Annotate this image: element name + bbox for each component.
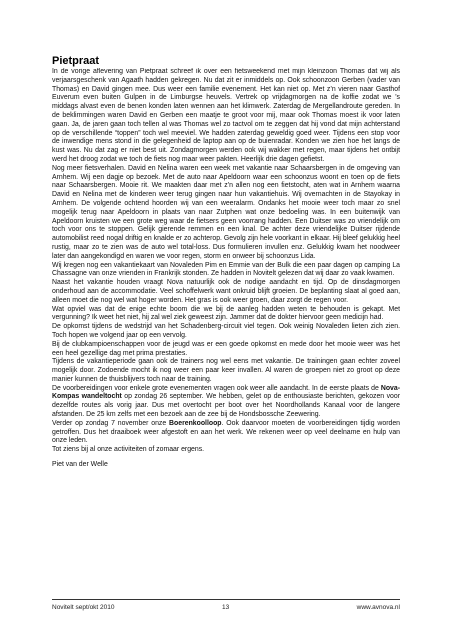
paragraph: Wat opviel was dat de enige echte boom die we bij de aanleg hadden weten te behouden is gekapt. Met vergunning? Ik weet het niet, hij zal wel ziek geweest zijn. Jammer dat de dokter hiervoor geen medicijn had. (52, 305, 400, 322)
footer-website: www.avnova.nl (356, 604, 400, 611)
paragraph: Wij kregen nog een vakantiekaart van Novaleden Pim en Emmie van der Bulk die een paar dagen op camping La Chassagne van onze vrienden in Frankrijk stonden. Ze hadden in Novitelt gelezen dat wij daar zo vaak kwamen. (52, 261, 400, 278)
paragraph: Bij de clubkampioenschappen voor de jeugd was er een goede opkomst en mede door het mooie weer was het een heel gezellige dag met prima prestaties. (52, 340, 400, 357)
paragraph: De opkomst tijdens de wedstrijd van het Schadenberg-circuit viel tegen. Ook weinig Novaleden lieten zich zien. Toch hopen we volgend jaar op een vervolg. (52, 323, 400, 339)
signature: Piet van der Welle (52, 461, 108, 469)
paragraph: Verder op zondag 7 november onze Boerenkoolloop. Ook daarvoor moeten de voorbereidingen tijdig worden getroffen. Dus het draaiboek weer afgestoft en aan het werk. We rekenen weer op veel deelname en hulp van onze leden. (52, 419, 400, 445)
paragraph: De voorbereidingen voor enkele grote evenementen vragen ook weer alle aandacht. In de eerste plaats de Nova-Kompas wandeltocht op zondag 26 september. We hebben, gelet op de enthousiaste berichten, gekozen voor dezelfde routes als vorig jaar. Dus met overtocht per boot over het Noordhollands Kanaal voor de langere afstanden. De 25 km zelfs met een bezoek aan de zee bij de Hondsbossche Zeewering. (52, 384, 400, 419)
article-body (52, 68, 400, 598)
bold-text: Nova-Kompas wandeltocht (52, 384, 400, 401)
page-title: Pietpraat (52, 55, 100, 67)
paragraph: In de vorige aflevering van Pietpraat schreef ik over een fietsweekend met mijn kleinzoon Thomas dat wij als verjaarsgeschenk van Agaath hadden gekregen. Nu dat zit er inmiddels op. Ook schoonzoon Gerben (vader van Thomas) en David gingen mee. Dus weer een familie evenement. Het kan niet op. Met z’n vieren naar Gasthof Euverum even buiten Gulpen in de Limburgse heuvels. Vertrek op vrijdagmorgen na de koffie zodat we ’s middags alvast even de benen konden laten wennen aan het klimwerk. Zaterdag de Mergellandroute gereden. In de beklimmingen waren David en Gerben een maatje te groot voor mij, maar ook Thomas moest ik voor laten gaan. Ja, de jaren gaan toch tellen al was Thomas wel zo tactvol om te zeggen dat hij vond dat mijn achterstand op de verschillende “toppen” toch wel meeviel. We hadden zaterdag geweldig goed weer. Tijdens een stop voor de inwendige mens stond in die gelegenheid de laptop aan op de buienradar. Konden we zien hoe het langs de kust was. Nu dat zag er niet best uit. Zondagmorgen werden ook wij wakker met regen, maar tijdens het ontbijt werd het droog zodat we toch de fiets nog maar weer pakten. Heerlijk drie dagen gefietst. (52, 68, 400, 163)
paragraph: Tijdens de vakantieperiode gaan ook de trainers nog wel eens met vakantie. De trainingen gaan echter zoveel mogelijk door. Zodoende mocht ik nog weer een paar keer invallen. Al waren de groepen niet zo groot op deze manier kunnen de thuisblijvers toch naar de training. (52, 358, 400, 383)
page-number: 13 (222, 604, 230, 611)
paragraph: Naast het vakantie houden vraagt Nova natuurlijk ook de nodige aandacht en tijd. Op de dinsdagmorgen onderhoud aan de accommodatie. Veel schoffelwerk want onkruid blijft groeien. De beplanting slaat al goed aan, alleen moet die nog wel wat hoger worden. Het gras is ook weer groen, daar zorgt de regen voor. (52, 279, 400, 304)
bold-text: Boerenkoolloop (169, 419, 222, 427)
paragraph: Tot ziens bij al onze activiteiten of zomaar ergens. (52, 446, 205, 454)
paragraph: Nog meer fietsverhalen. David en Nelina waren een week met vakantie naar Schaarsbergen in de omgeving van Arnhem. Wij een dagje op bezoek. Met de auto naar Apeldoorn waar een schoonzus woont en toen op de fiets naar Schaarsbergen. Mooie rit. We maakten daar met z’n allen nog een fietstocht, aten wat in Arnhem waarna David en Nelina met de kinderen weer terug gingen naar hun vakantiehuis. Wij overnachten in de Stayokay in Arnhem. De volgende ochtend hoorden wij van een weeralarm. Ondanks het mooie weer toch maar zo snel mogelijk terug naar Apeldoorn in plaats van naar Zutphen wat onze bedoeling was. In een buitenwijk van Apeldoorn kruisten we een grote weg waar de fietsers geen voorrang hadden. Een Duitser was zo vriendelijk om toch voor ons te stoppen. Gelijk gierende remmen en een knal. De achter deze vriendelijke Duitser rijdende automobilist reed nogal driftig en knalde er zo achterop. Gevolg zijn hele voorkant in elkaar. Hij bleef gelukkig heel rustig, maar zo te zien was de auto wel total-loss. Dus formulieren invullen enz. Gelukkig kwam het noodweer later dan aangekondigd en waren we voor regen, storm en onweer bij schoonzus Lida. (52, 164, 400, 260)
footer-publication: Novitelt sept/okt 2010 (52, 604, 115, 611)
footer-divider (52, 599, 400, 600)
